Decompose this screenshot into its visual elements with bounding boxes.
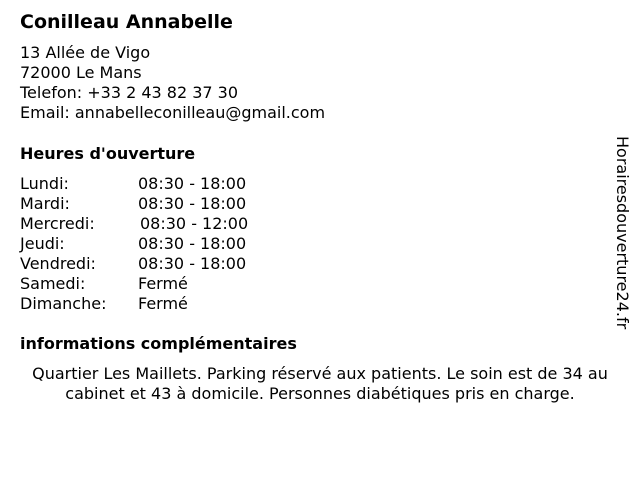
hours-value: 08:30 - 12:00 (140, 214, 249, 233)
hours-value: Fermé (138, 294, 188, 313)
phone-number: Telefon: +33 2 43 82 37 30 (20, 83, 239, 102)
day-label: Dimanche: (20, 294, 107, 313)
additional-info-heading: informations complémentaires (20, 334, 297, 353)
hours-value: 08:30 - 18:00 (138, 234, 247, 253)
email-address: Email: annabelleconilleau@gmail.com (20, 103, 326, 122)
day-label: Vendredi: (20, 254, 96, 273)
contact-block (20, 43, 325, 123)
business-name: Conilleau Annabelle (20, 11, 233, 33)
hours-value: Fermé (138, 274, 188, 293)
watermark-text: Horairesdouverture24.fr (613, 136, 632, 330)
day-label: Samedi: (20, 274, 86, 293)
opening-hours-heading: Heures d'ouverture (20, 144, 196, 163)
additional-info-text: Quartier Les Maillets. Parking réservé aux patients. Le soin est de 34 au cabinet et 43 à domicile. Personnes diabétiques pris en charge. (32, 364, 608, 403)
day-label: Jeudi: (20, 234, 65, 253)
address-city: 72000 Le Mans (20, 63, 142, 82)
address-street: 13 Allée de Vigo (20, 43, 151, 62)
day-label: Lundi: (20, 174, 69, 193)
hours-value: 08:30 - 18:00 (138, 254, 247, 273)
hours-value: 08:30 - 18:00 (138, 174, 247, 193)
hours-value: 08:30 - 18:00 (138, 194, 247, 213)
day-label: Mercredi: (20, 214, 95, 233)
day-label: Mardi: (20, 194, 70, 213)
